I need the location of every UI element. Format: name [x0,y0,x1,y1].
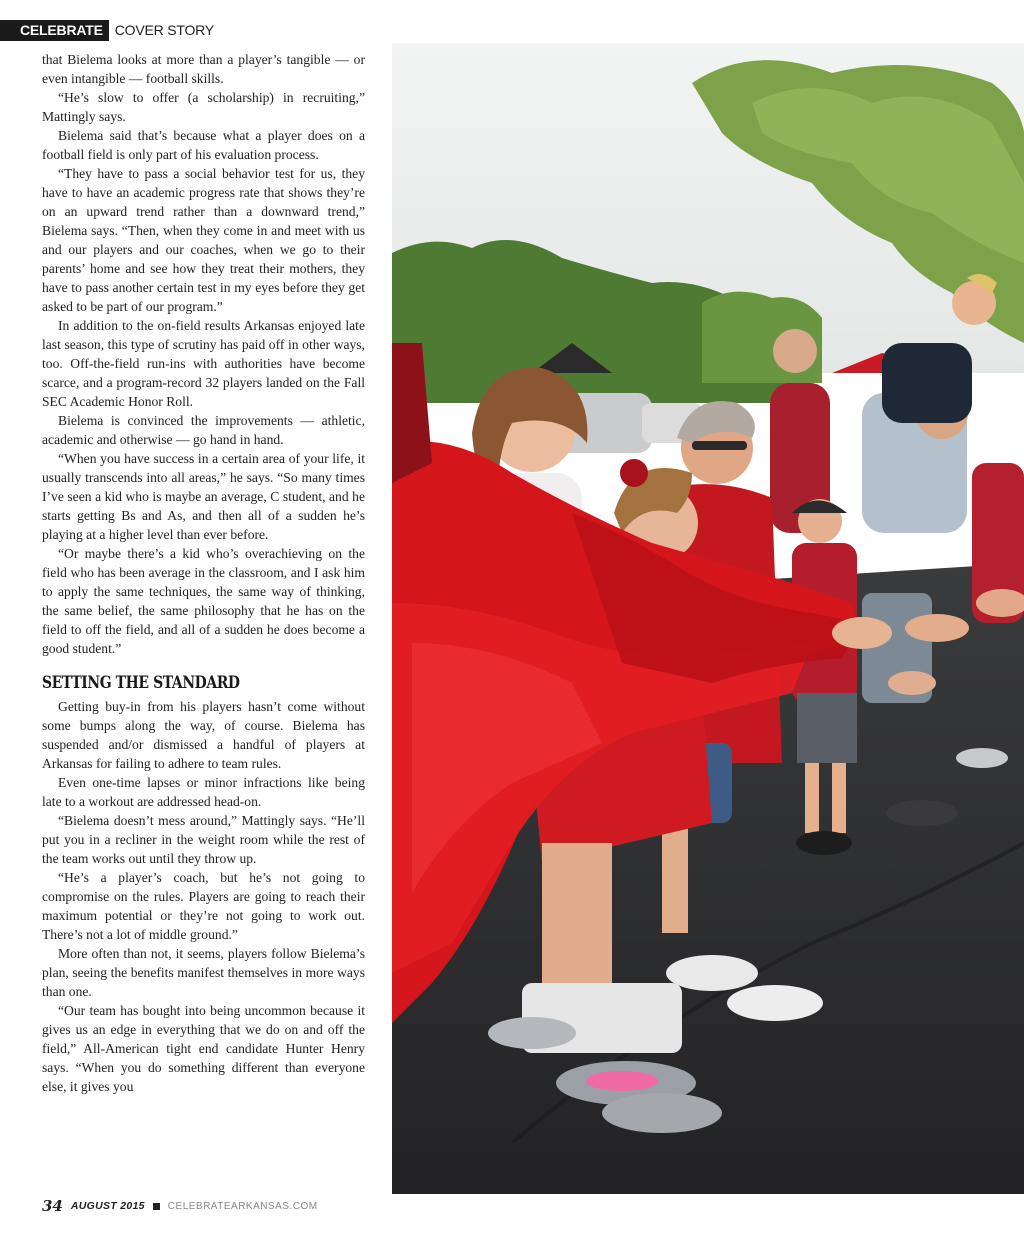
article-paragraph: Even one-time lapses or minor infractions like being late to a workout are addressed head-on. [42,775,365,809]
article-paragraph: In addition to the on-field results Arkansas enjoyed late last season, this type of scrutiny has paid off in other ways, too. Off-the-field run-ins with authorities have become scarce, and a program-record 32 players landed on the Fall SEC Academic Honor Roll. [42,318,365,409]
article-paragraph: “He’s a player’s coach, but he’s not going to compromise on the rules. Players are going to reach their maximum potential or they’re not going to work out. There’s not a lot of middle ground.” [42,870,365,942]
section-header [0,20,214,41]
section-label: CELEBRATE [0,20,109,41]
article-paragraph: “They have to pass a social behavior test for us, they have to have an academic progress rate that shows they’re on an upward trend rather than a downward trend,” Bielema says. “Then, when they come in and meet with us and our players and our coaches, when we go to their parents’ home and see how they treat their mothers, they have to pass another certain test in my eyes before they get asked to be part of our program.” [42,166,365,314]
website-url: CELEBRATEARKANSAS.COM [167,1200,318,1212]
section-subheading: SETTING THE STANDARD [42,673,240,693]
issue-date: AUGUST 2015 [70,1200,145,1212]
page-footer [42,1197,318,1215]
article-paragraph: “He’s slow to offer (a scholarship) in recruiting,” Mattingly says. [42,90,365,124]
article-paragraph: More often than not, it seems, players follow Bielema’s plan, seeing the benefits manifest themselves in more ways than one. [42,946,365,999]
article-paragraph: Bielema said that’s because what a player does on a football field is only part of his evaluation process. [42,128,365,162]
article-paragraph: that Bielema looks at more than a player’s tangible — or even intangible — football skills. [42,52,365,86]
article-paragraph: Bielema is convinced the improvements — athletic, academic and otherwise — go hand in hand. [42,413,365,447]
article-paragraph: “Our team has bought into being uncommon because it gives us an edge in everything that we do on and off the field,” All-American tight end candidate Hunter Henry says. “When you do something different than everyone else, it gives you [42,1003,365,1094]
page-number: 34 [42,1197,63,1215]
subsection-label: COVER STORY [114,22,214,38]
separator-square-icon [153,1203,160,1210]
article-column [42,50,365,1096]
crowd-photo [392,43,1024,1194]
article-paragraph: “When you have success in a certain area of your life, it usually transcends into all areas,” he says. “So many times I’ve seen a kid who is maybe an average, C student, and he starts getting Bs and As, and then all of a sudden he’s playing at a higher level than ever before. [42,451,365,542]
article-paragraph: “Or maybe there’s a kid who’s overachieving on the field who has been average in the classroom, and I ask him to apply the same techniques, the same way of thinking, the same belief, the same philosophy that he has on the field to off the field, and all of a sudden he does become a good student.” [42,546,365,656]
article-paragraph: Getting buy-in from his players hasn’t come without some bumps along the way, of course. Bielema has suspended and/or dismissed a handful of players at Arkansas for failing to adhere to team rules. [42,699,365,771]
article-paragraph: “Bielema doesn’t mess around,” Mattingly says. “He’ll put you in a recliner in the weight room while the rest of the team works out until they throw up. [42,813,365,866]
crowd-illustration [392,43,1024,1194]
